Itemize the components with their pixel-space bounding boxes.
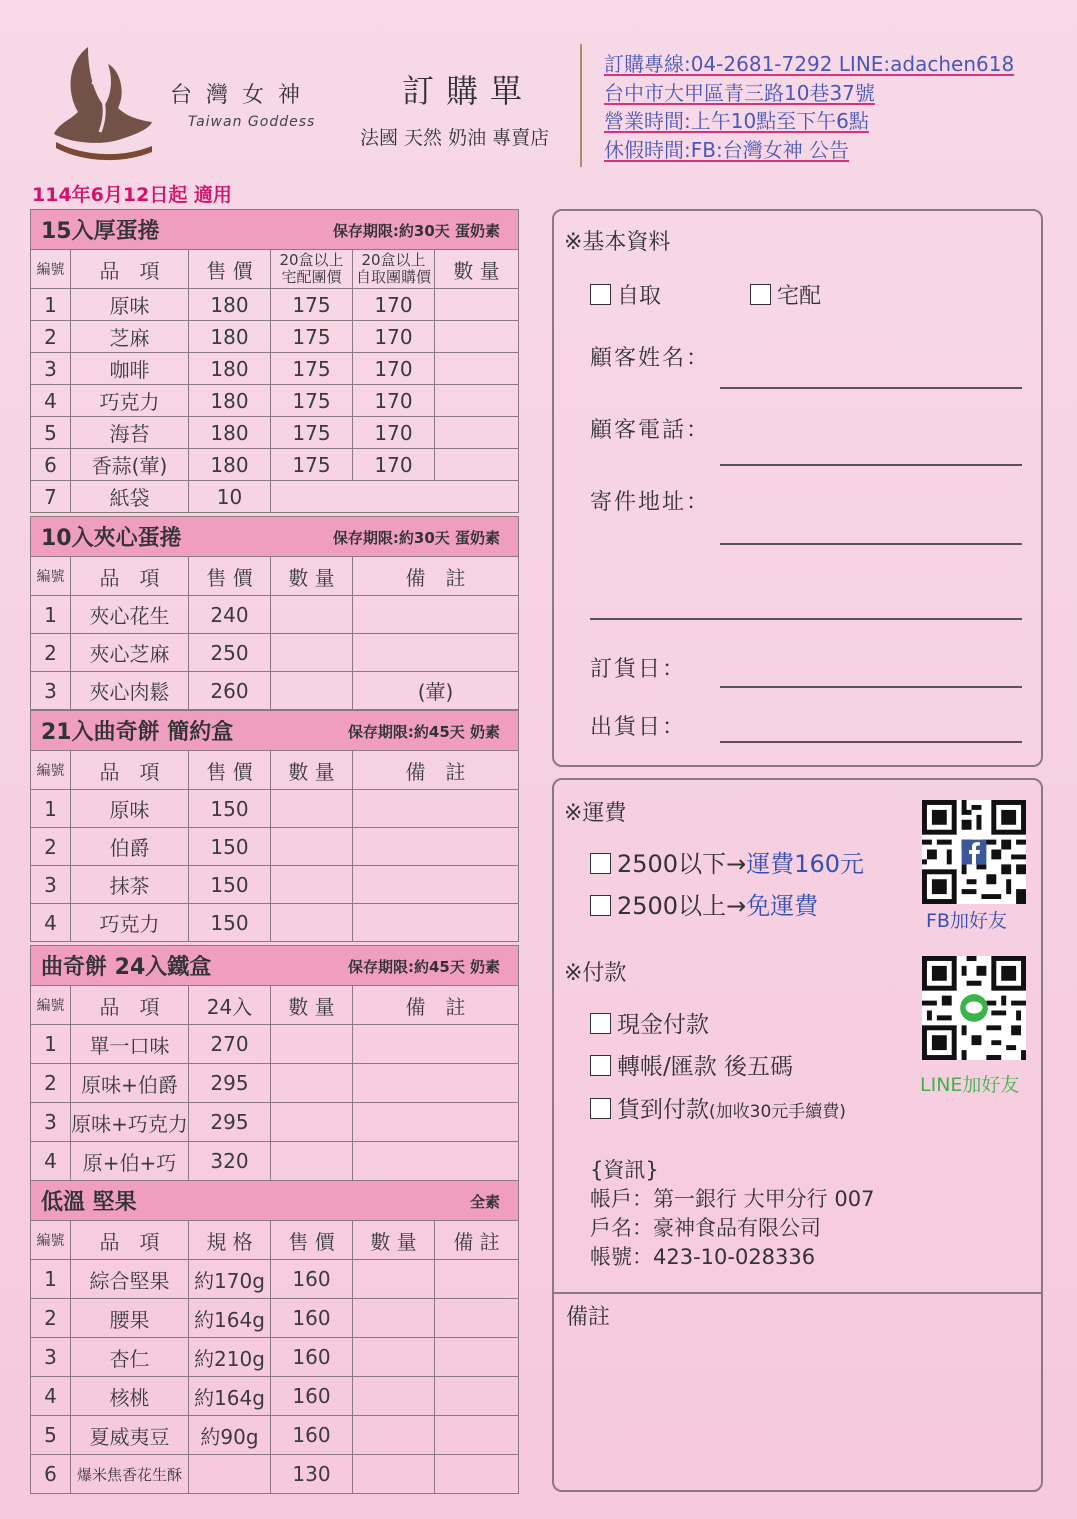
contact-info [604, 50, 1014, 164]
brand-name-cn: 台灣女神 [170, 83, 315, 108]
contact-hours[interactable]: 營業時間:上午10點至下午6點 [604, 109, 869, 133]
basic-info-panel [552, 209, 1043, 767]
table-row: 1 原味 150 [31, 790, 519, 828]
customer-phone-label: 顧客電話： [590, 418, 711, 443]
remark-field[interactable] [560, 1336, 1034, 1482]
table-row: 3 咖啡 180 175 170 [31, 353, 519, 385]
section-header: 10入夾心蛋捲 保存期限:約30天 蛋奶素 [31, 517, 519, 557]
table-row: 2 夾心芝麻 250 [31, 634, 519, 672]
address-label: 寄件地址： [590, 490, 711, 515]
table-row: 6 香蒜(葷) 180 175 170 [31, 449, 519, 481]
payment-transfer-checkbox[interactable] [590, 1055, 611, 1076]
order-date-field[interactable] [720, 686, 1022, 688]
table-header-row: 編號 品 項 售 價 數 量 備 註 [31, 751, 519, 790]
address-field[interactable] [720, 543, 1022, 545]
logo-goddess-icon [48, 42, 158, 162]
shipping-over-checkbox[interactable] [590, 895, 611, 916]
address-field-line2[interactable] [590, 618, 1022, 620]
table-row: 3 原味+巧克力 295 [31, 1103, 519, 1142]
ship-date-field[interactable] [720, 741, 1022, 743]
fb-add-friend-label: FB加好友 [926, 910, 1007, 932]
section-header: 低溫 堅果 全素 [31, 1181, 519, 1221]
line-add-friend-label: LINE加好友 [920, 1074, 1020, 1096]
table-row: 2 伯爵 150 [31, 828, 519, 866]
table-row: 2 原味+伯爵 295 [31, 1064, 519, 1103]
section-header: 曲奇餅 24入鐵盒 保存期限:約45天 奶素 [31, 946, 519, 986]
brand-name-en: Taiwan Goddess [188, 114, 316, 130]
contact-holiday[interactable]: 休假時間:FB:台灣女神 公告 [604, 137, 850, 162]
table-row: 2 腰果 約164g 160 [31, 1299, 519, 1338]
contact-phone-line[interactable]: 訂購專線:04-2681-7292 LINE:adachen618 [604, 52, 1015, 76]
section-header: 15入厚蛋捲 保存期限:約30天 蛋奶素 [31, 210, 519, 250]
bank-info-title: {資訊} [590, 1158, 659, 1182]
section-header: 21入曲奇餅 簡約盒 保存期限:約45天 奶素 [31, 711, 519, 751]
delivery-option[interactable]: 宅配 [750, 279, 821, 310]
customer-name-field[interactable] [720, 387, 1022, 389]
table-row: 1 夾心花生 240 [31, 596, 519, 634]
fb-qr-code-icon[interactable] [922, 800, 1026, 904]
table-row: 3 夾心肉鬆 260 (葷) [31, 672, 519, 710]
customer-phone-field[interactable] [720, 464, 1022, 466]
pickup-option[interactable]: 自取 [590, 279, 661, 310]
table-header-row: 編號 品 項 售 價 數 量 備 註 [31, 557, 519, 596]
table-row: 4 巧克力 180 175 170 [31, 385, 519, 417]
bank-account: 帳戶：第一銀行 大甲分行 007 [590, 1187, 875, 1211]
shipping-option-over[interactable]: 2500以上→免運費 [590, 886, 818, 921]
table-row: 3 抹茶 150 [31, 866, 519, 904]
table-nuts [30, 1180, 519, 1494]
table-row: 1 單一口味 270 [31, 1025, 519, 1064]
shipping-under-checkbox[interactable] [590, 853, 611, 874]
header-divider [580, 44, 582, 167]
contact-address[interactable]: 台中市大甲區青三路10巷37號 [604, 80, 875, 105]
remark-title: 備註 [566, 1305, 611, 1330]
shipping-title: ※運費 [564, 801, 627, 826]
payment-cash-option[interactable]: 現金付款 [590, 1006, 709, 1039]
table-header-row: 編號 品 項 規 格 售 價 數 量 備 註 [31, 1221, 519, 1260]
payment-transfer-option[interactable]: 轉帳/匯款 後五碼 [590, 1048, 793, 1081]
table-row: 4 核桃 約164g 160 [31, 1377, 519, 1416]
table-header-row: 編號 品 項 24入 數 量 備 註 [31, 986, 519, 1025]
table-cookie-24-tin [30, 945, 519, 1181]
page-title: 訂購單 [402, 72, 535, 110]
table-cookie-21 [30, 710, 519, 942]
valid-date: 114年6月12日起 適用 [32, 184, 232, 206]
payment-title: ※付款 [564, 961, 627, 986]
customer-name-label: 顧客姓名： [590, 346, 711, 371]
delivery-checkbox[interactable] [750, 284, 771, 305]
shipping-payment-panel [552, 778, 1043, 1492]
table-row: 3 杏仁 約210g 160 [31, 1338, 519, 1377]
table-filled-egg-roll-10 [30, 516, 519, 710]
pickup-checkbox[interactable] [590, 284, 611, 305]
table-row: 4 原+伯+巧 320 [31, 1142, 519, 1181]
payment-cod-checkbox[interactable] [590, 1098, 611, 1119]
table-egg-roll-15 [30, 209, 519, 513]
table-header-row: 編號 品 項 售 價 20盒以上 宅配團價 20盒以上 自取團購價 數 量 [31, 250, 519, 289]
table-row: 4 巧克力 150 [31, 904, 519, 942]
bank-account-name: 戶名：豪神食品有限公司 [590, 1216, 821, 1240]
table-row: 5 海苔 180 175 170 [31, 417, 519, 449]
table-row: 1 原味 180 175 170 [31, 289, 519, 321]
line-qr-code-icon[interactable] [922, 956, 1026, 1060]
payment-cash-checkbox[interactable] [590, 1013, 611, 1034]
shipping-option-under[interactable]: 2500以下→運費160元 [590, 844, 864, 879]
ship-date-label: 出貨日： [590, 715, 687, 740]
table-row: 6 爆米焦香花生酥 130 [31, 1455, 519, 1494]
table-row: 7 紙袋 10 [31, 481, 519, 513]
table-row: 5 夏威夷豆 約90g 160 [31, 1416, 519, 1455]
order-date-label: 訂貨日： [590, 657, 687, 682]
bank-account-number: 帳號：423-10-028336 [590, 1245, 816, 1269]
basic-info-title: ※基本資料 [564, 230, 671, 255]
table-row: 1 綜合堅果 約170g 160 [31, 1260, 519, 1299]
page-subtitle: 法國 天然 奶油 專賣店 [360, 127, 550, 149]
payment-cod-option[interactable]: 貨到付款(加收30元手續費) [590, 1091, 846, 1124]
remark-divider [554, 1292, 1041, 1294]
table-row: 2 芝麻 180 175 170 [31, 321, 519, 353]
